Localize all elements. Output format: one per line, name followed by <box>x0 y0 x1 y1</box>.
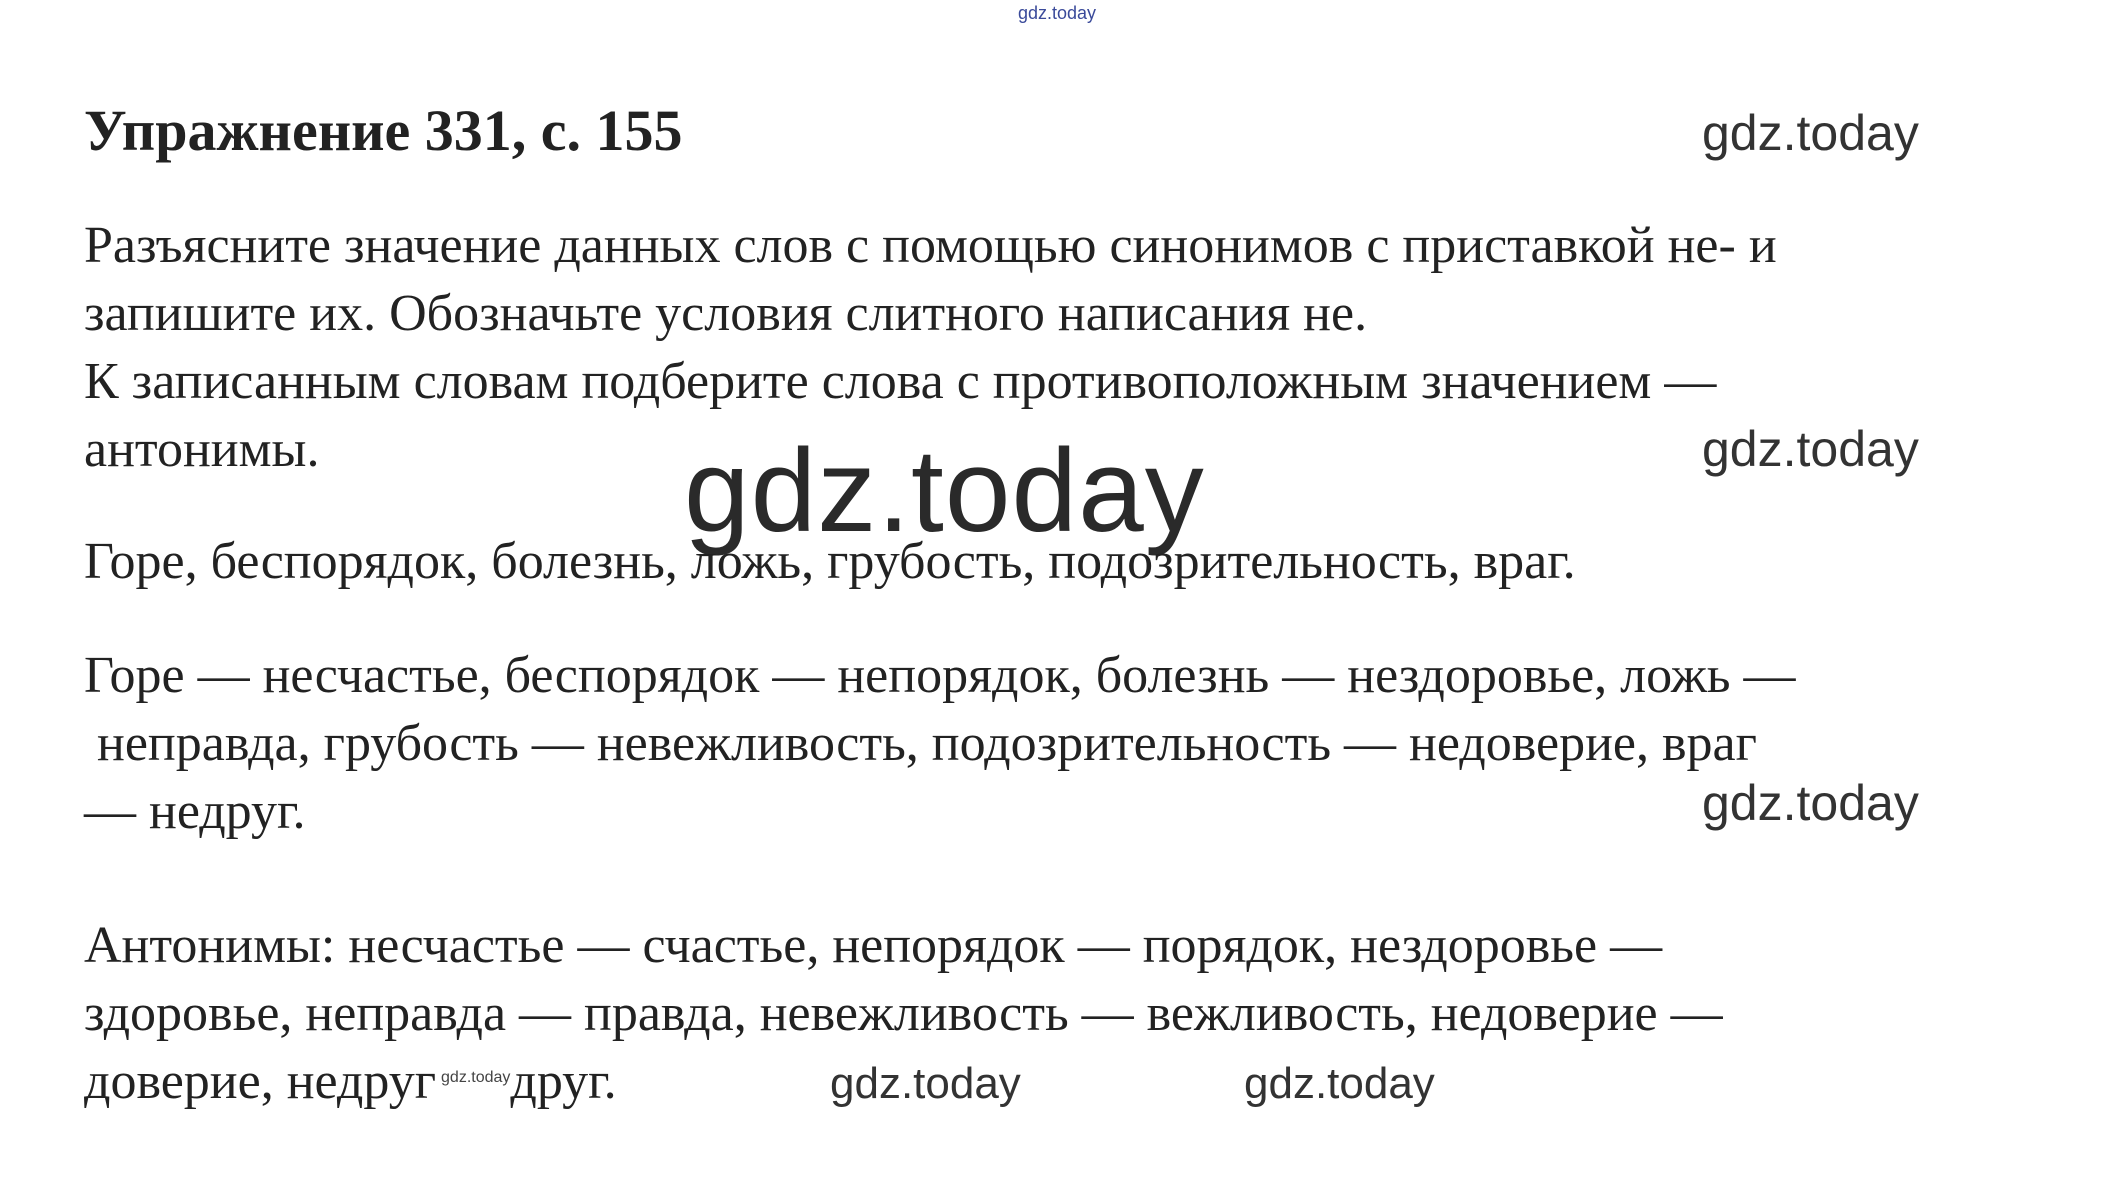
watermark-4: gdz.today <box>830 1059 1021 1108</box>
antonyms-line-3-start: доверие, недруг <box>84 1053 450 1110</box>
task-line-3: К записанным словам подберите слова с противоположным значением — <box>84 353 1717 410</box>
task-line-1: Разъясните значение данных слов с помощью синонимов с приставкой не- и <box>84 217 1777 274</box>
synonyms-line-1: Горе — несчастье, беспорядок — непорядок, болезнь — нездоровье, ложь — <box>84 647 1796 704</box>
watermark-large: gdz.today <box>684 425 1205 557</box>
antonyms-line-2: здоровье, неправда — правда, невежливость — вежливость, недоверие — <box>84 985 1723 1042</box>
watermark-2: gdz.today <box>1702 421 1919 477</box>
words-line: Горе, беспорядок, болезнь, ложь, грубость, подозрительность, враг. <box>84 533 1576 590</box>
synonyms-answer <box>84 642 1795 846</box>
task-line-2: запишите их. Обозначьте условия слитного написания не. <box>84 285 1368 342</box>
words-list <box>84 528 1576 596</box>
synonyms-line-2: неправда, грубость — невежливость, подозрительность — недоверие, враг <box>84 715 1757 772</box>
task-line-4: антонимы. <box>84 421 320 478</box>
antonyms-line-1: Антонимы: несчастье — счастье, непорядок — порядок, нездоровье — <box>84 917 1663 974</box>
antonyms-line-3-end: друг. <box>510 1053 617 1110</box>
watermark-5: gdz.today <box>1244 1059 1435 1108</box>
watermark-3: gdz.today <box>1702 775 1919 831</box>
synonyms-line-3: — недруг. <box>84 783 306 840</box>
watermark-1: gdz.today <box>1702 105 1919 161</box>
watermark-inline: gdz.today <box>441 1069 511 1086</box>
exercise-title: Упражнение 331, с. 155 <box>84 98 683 163</box>
top-watermark: gdz.today <box>1018 3 1097 23</box>
